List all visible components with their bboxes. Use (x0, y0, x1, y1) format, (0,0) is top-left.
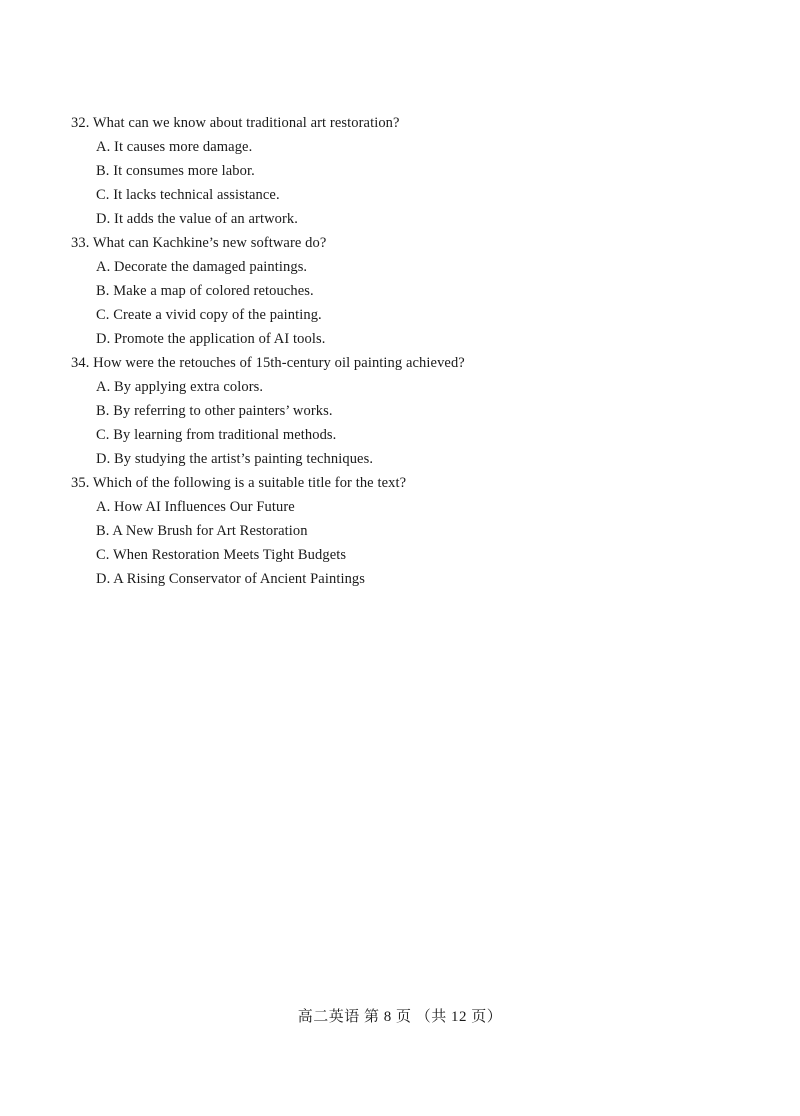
option-d: D. A Rising Conservator of Ancient Paintings (96, 571, 366, 587)
option-a: A. It causes more damage. (96, 139, 253, 155)
question-stem: 34. How were the retouches of 15th-century oil painting achieved? (71, 355, 465, 371)
page-footer: 高二英语 第 8 页 （共 12 页） (297, 1009, 503, 1025)
question-32 (71, 111, 731, 231)
option-b: B. Make a map of colored retouches. (96, 283, 314, 299)
option-d: D. By studying the artist’s painting techniques. (96, 451, 374, 467)
option-c: C. By learning from traditional methods. (96, 427, 337, 443)
question-stem: 35. Which of the following is a suitable title for the text? (71, 475, 407, 491)
question-35 (71, 471, 731, 591)
question-list (71, 111, 731, 591)
question-33 (71, 231, 731, 351)
question-stem: 32. What can we know about traditional art restoration? (71, 115, 400, 131)
option-b: B. A New Brush for Art Restoration (96, 523, 308, 539)
option-a: A. How AI Influences Our Future (96, 499, 295, 515)
option-b: B. By referring to other painters’ works. (96, 403, 333, 419)
option-a: A. By applying extra colors. (96, 379, 264, 395)
option-b: B. It consumes more labor. (96, 163, 255, 179)
option-c: C. When Restoration Meets Tight Budgets (96, 547, 347, 563)
question-stem: 33. What can Kachkine’s new software do? (71, 235, 327, 251)
option-a: A. Decorate the damaged paintings. (96, 259, 308, 275)
question-34 (71, 351, 731, 471)
option-c: C. Create a vivid copy of the painting. (96, 307, 322, 323)
option-d: D. Promote the application of AI tools. (96, 331, 326, 347)
option-d: D. It adds the value of an artwork. (96, 211, 299, 227)
option-c: C. It lacks technical assistance. (96, 187, 280, 203)
